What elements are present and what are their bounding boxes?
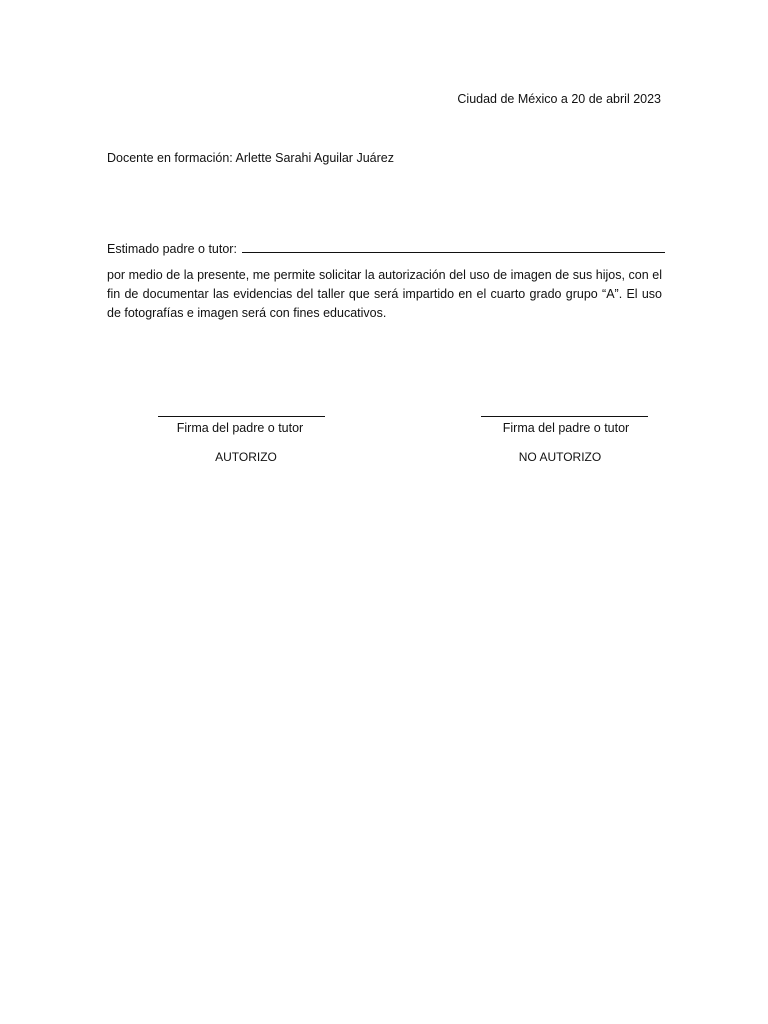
signature-line-authorize — [158, 416, 325, 417]
not-authorize-label: NO AUTORIZO — [518, 450, 602, 464]
teacher-line: Docente en formación: Arlette Sarahi Aguilar Juárez — [107, 151, 394, 165]
greeting — [107, 238, 665, 256]
signature-caption-not-authorize: Firma del padre o tutor — [502, 421, 630, 435]
date-line: Ciudad de México a 20 de abril 2023 — [457, 92, 661, 106]
authorize-label: AUTORIZO — [215, 450, 277, 464]
letter-body: por medio de la presente, me permite solicitar la autorización del uso de imagen de sus hijos, con el fin de documentar las evidencias del taller que será impartido en el cuarto grado grupo “A”. El uso de fotografías e imagen será con fines educativos. — [107, 268, 662, 320]
greeting-label: Estimado padre o tutor: — [107, 242, 237, 256]
signature-line-not-authorize — [481, 416, 648, 417]
signature-caption-authorize: Firma del padre o tutor — [176, 421, 304, 435]
greeting-blank-line — [242, 252, 665, 253]
